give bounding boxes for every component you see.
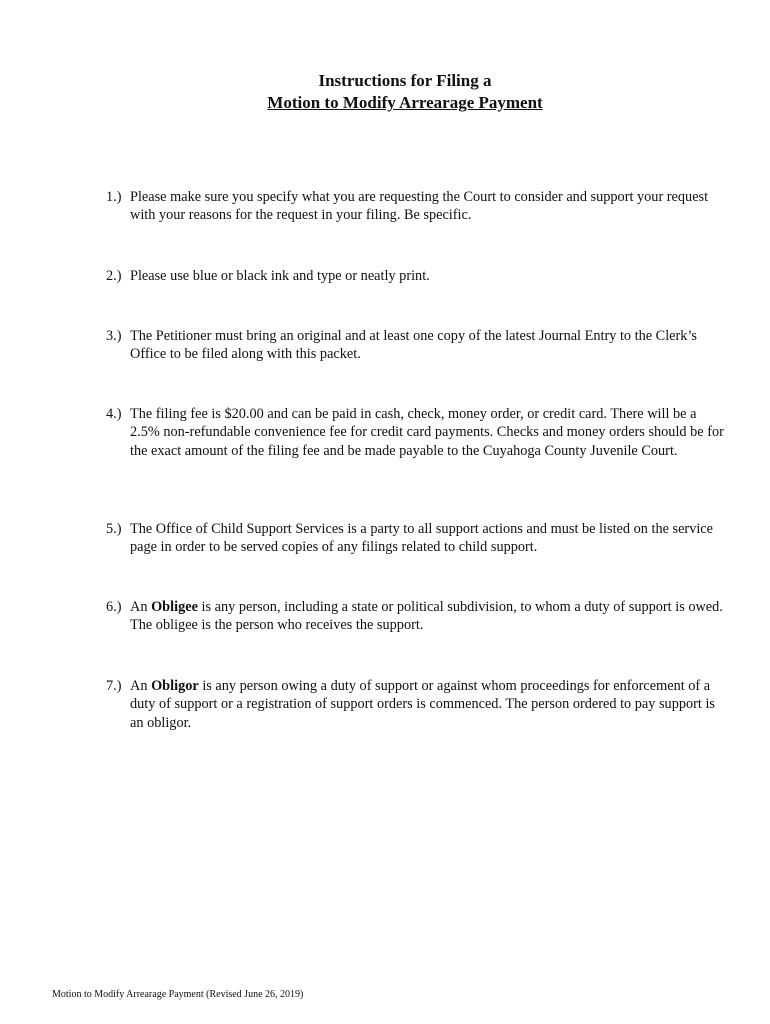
item-text: Please make sure you specify what you are requesting the Court to consider and support your request with your reasons for the request in your filing. Be specific.	[130, 189, 709, 224]
defined-term-obligor: Obligor	[151, 678, 199, 694]
item-number: 6.)	[106, 599, 122, 615]
item-prefix: An	[130, 599, 148, 615]
item-text: The Office of Child Support Services is a party to all support actions and must be listed on the service page in order to be served copies of any filings related to child support.	[130, 521, 714, 556]
item-text: Please use blue or black ink and type or neatly print.	[130, 268, 430, 284]
item-prefix: An	[130, 678, 148, 694]
instruction-item-1	[106, 188, 726, 225]
title-line-2: Motion to Modify Arrearage Payment	[267, 93, 543, 112]
item-number: 3.)	[106, 328, 122, 344]
document-title	[0, 70, 770, 114]
item-text: The filing fee is $20.00 and can be paid in cash, check, money order, or credit card. There will be a 2.5% non-refundable convenience fee for credit card payments. Checks and money orders should be for the exact amount of the filing fee and be made payable to the Cuyahoga County Juvenile Court.	[130, 406, 724, 459]
item-text	[130, 598, 726, 635]
item-number: 4.)	[106, 406, 122, 422]
instruction-item-5	[106, 520, 726, 557]
instruction-item-3	[106, 327, 726, 364]
instruction-item-4	[106, 405, 726, 460]
item-number: 2.)	[106, 268, 122, 284]
item-definition: is any person, including a state or political subdivision, to whom a duty of support is owed. The obligee is the person who receives the support.	[130, 599, 723, 634]
title-line-1: Instructions for Filing a	[318, 71, 492, 90]
instruction-item-7	[106, 677, 726, 732]
item-definition: is any person owing a duty of support or against whom proceedings for enforcement of a duty of support or a registration of support orders is commenced. The person ordered to pay support is an obligor.	[130, 678, 715, 731]
item-text	[130, 677, 726, 732]
defined-term-obligee: Obligee	[151, 599, 198, 615]
instruction-item-2	[106, 267, 726, 285]
item-text: The Petitioner must bring an original and at least one copy of the latest Journal Entry to the Clerk’s Office to be filed along with this packet.	[130, 328, 697, 363]
item-number: 1.)	[106, 189, 122, 205]
page-footer: Motion to Modify Arrearage Payment (Revised June 26, 2019)	[52, 989, 304, 1000]
item-number: 5.)	[106, 521, 122, 537]
item-number: 7.)	[106, 678, 122, 694]
instruction-item-6	[106, 598, 726, 635]
